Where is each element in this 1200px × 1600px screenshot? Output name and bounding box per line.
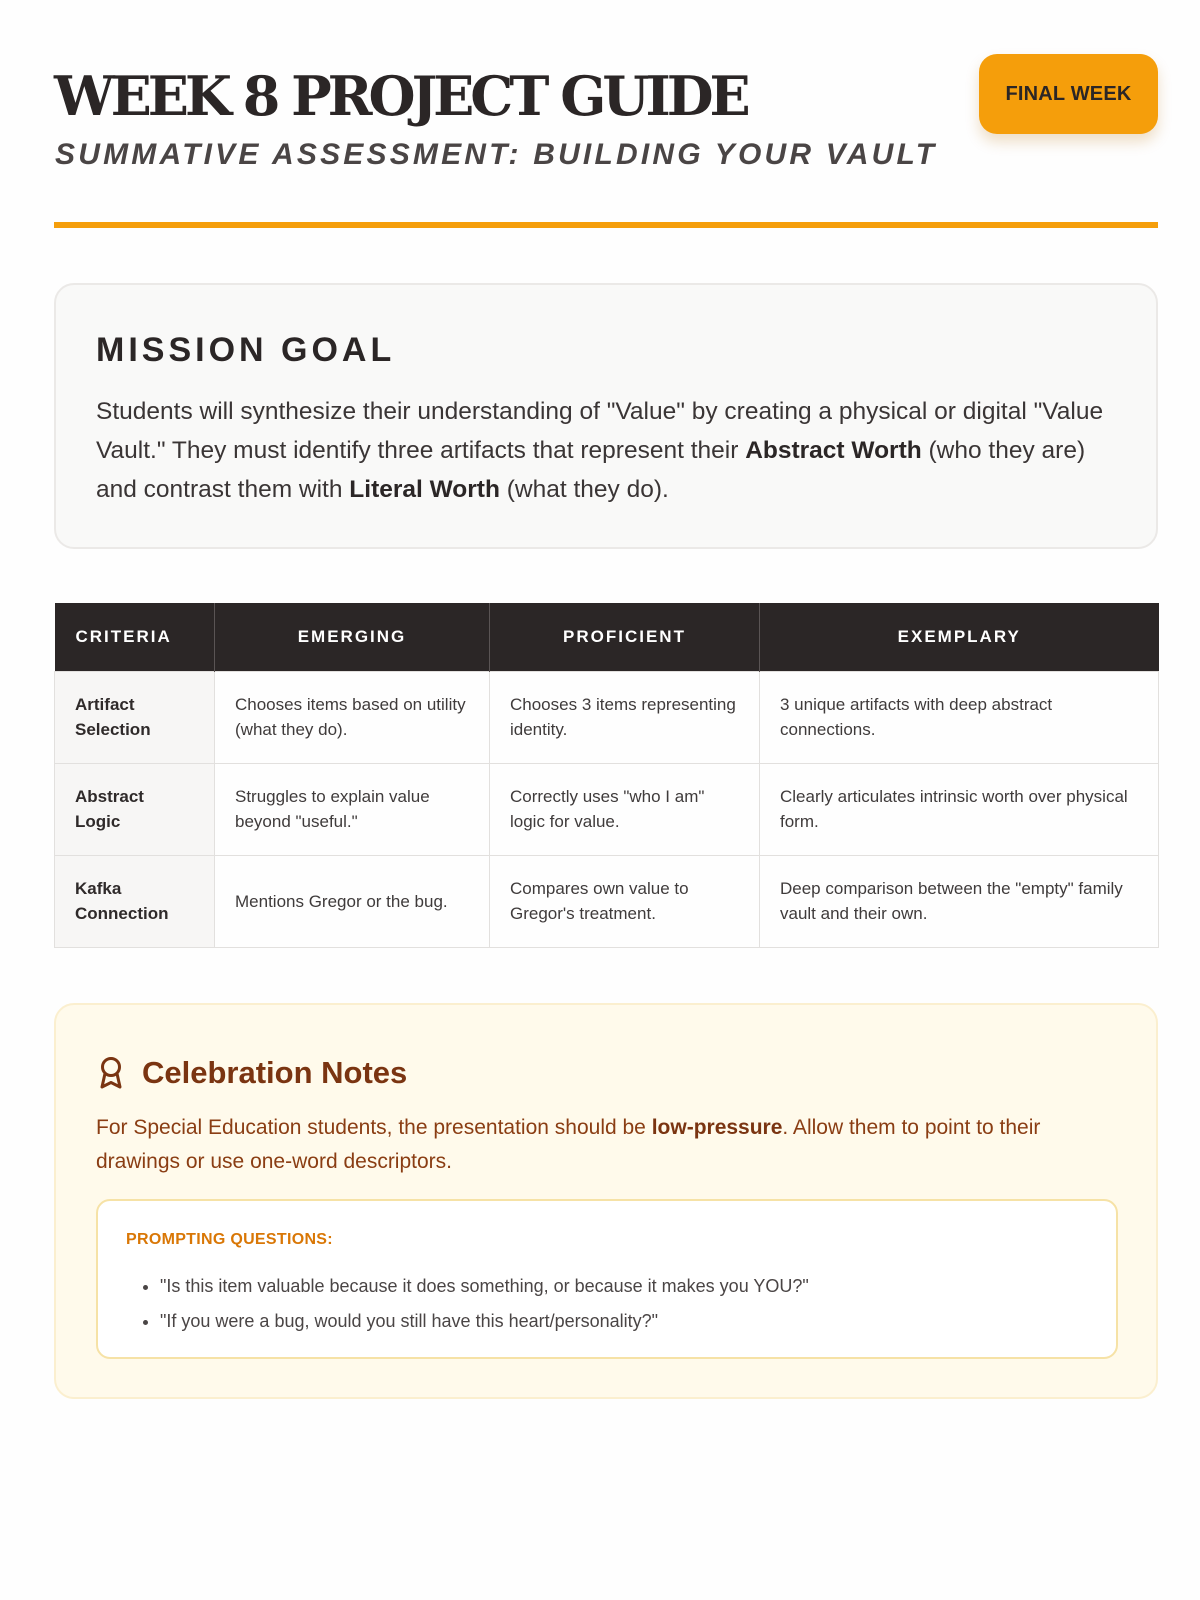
emerging-cell: Struggles to explain value beyond "useful." bbox=[215, 763, 490, 855]
mission-goal-card bbox=[54, 283, 1158, 549]
mission-text-part: Students will synthesize their understanding of "Value" by creating a physical or digital "Value Vault." They must identify three artifacts that represent their bbox=[96, 398, 1104, 464]
emerging-cell: Chooses items based on utility (what they do). bbox=[215, 671, 490, 763]
list-item: • "Is this item valuable because it does something, or because it makes you YOU?" bbox=[160, 1269, 809, 1304]
low-pressure-term: low-pressure bbox=[651, 1116, 783, 1139]
celebration-text-part: . Allow them to point to their drawings or use one-word descriptors. bbox=[96, 1116, 1041, 1173]
mission-description bbox=[96, 392, 1116, 509]
exemplary-cell: 3 unique artifacts with deep abstract connections. bbox=[760, 671, 1159, 763]
celebration-title: Celebration Notes bbox=[142, 1055, 408, 1090]
prompting-questions-box bbox=[96, 1199, 1118, 1359]
page-header bbox=[54, 52, 1158, 230]
rubric-table bbox=[54, 603, 1159, 948]
page-title: WEEK 8 PROJECT GUIDE bbox=[54, 64, 747, 128]
mission-text-part: (what they do). bbox=[499, 476, 669, 503]
criteria-cell: Abstract Logic bbox=[55, 763, 215, 855]
proficient-cell: Chooses 3 items representing identity. bbox=[490, 671, 760, 763]
list-item: • "If you were a bug, would you still have this heart/personality?" bbox=[160, 1304, 809, 1339]
award-ribbon-icon bbox=[96, 1055, 126, 1091]
abstract-worth-term: Abstract Worth bbox=[745, 437, 922, 464]
celebration-header bbox=[96, 1053, 407, 1093]
header-criteria: CRITERIA bbox=[55, 603, 215, 671]
proficient-cell: Compares own value to Gregor's treatment. bbox=[490, 855, 760, 947]
table-row bbox=[55, 763, 1159, 855]
prompting-questions-list bbox=[160, 1269, 809, 1339]
header-emerging: EMERGING bbox=[215, 603, 490, 671]
mission-text-part: (who they are) and contrast them with bbox=[96, 437, 1086, 503]
emerging-cell: Mentions Gregor or the bug. bbox=[215, 855, 490, 947]
mission-title: MISSION GOAL bbox=[96, 331, 396, 369]
header-proficient: PROFICIENT bbox=[490, 603, 760, 671]
celebration-description bbox=[96, 1111, 1096, 1179]
header-divider bbox=[54, 222, 1158, 228]
page-subtitle: SUMMATIVE ASSESSMENT: BUILDING YOUR VAULT bbox=[55, 138, 938, 171]
exemplary-cell: Clearly articulates intrinsic worth over physical form. bbox=[760, 763, 1159, 855]
celebration-text-part: For Special Education students, the presentation should be bbox=[96, 1116, 652, 1139]
header-exemplary: EXEMPLARY bbox=[760, 603, 1159, 671]
table-row bbox=[55, 671, 1159, 763]
table-row bbox=[55, 855, 1159, 947]
criteria-cell: Artifact Selection bbox=[55, 671, 215, 763]
proficient-cell: Correctly uses "who I am" logic for value. bbox=[490, 763, 760, 855]
rubric-header-row bbox=[55, 603, 1159, 671]
final-week-badge: FINAL WEEK bbox=[979, 54, 1158, 134]
celebration-notes-card bbox=[54, 1003, 1158, 1399]
criteria-cell: Kafka Connection bbox=[55, 855, 215, 947]
prompting-questions-label: PROMPTING QUESTIONS: bbox=[126, 1231, 333, 1248]
exemplary-cell: Deep comparison between the "empty" family vault and their own. bbox=[760, 855, 1159, 947]
literal-worth-term: Literal Worth bbox=[349, 476, 500, 503]
